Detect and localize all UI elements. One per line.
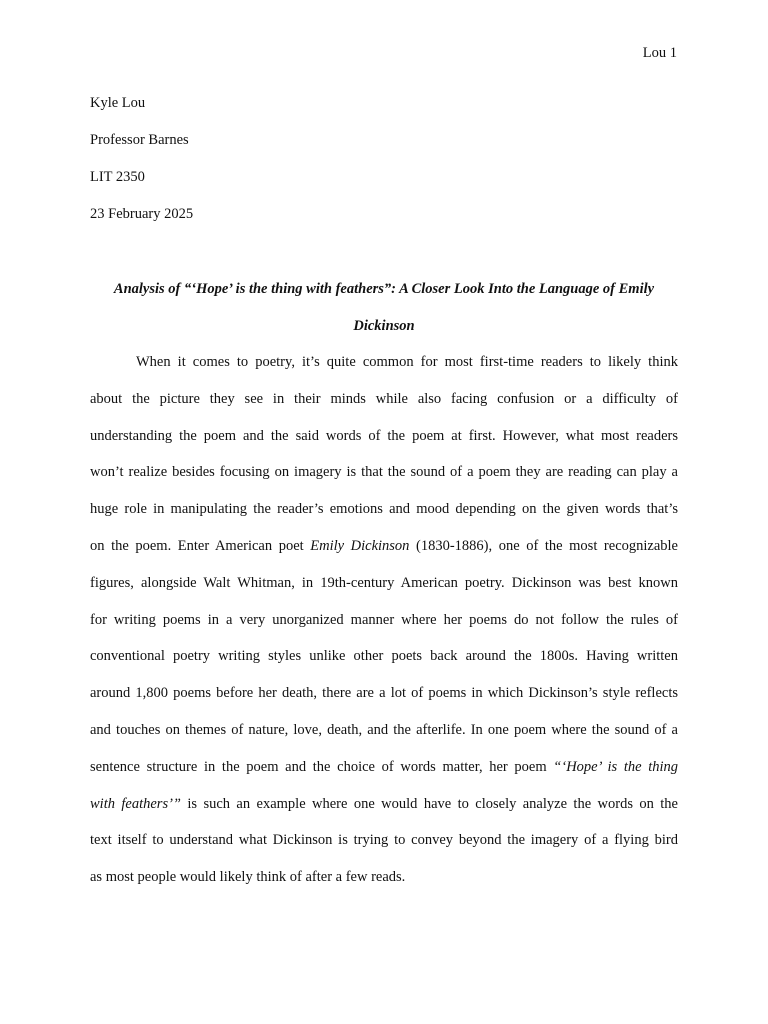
body-line (90, 528, 678, 565)
paper-title-line-1: Analysis of “‘Hope’ is the thing with feathers”: A Closer Look Into the Language of Emily (113, 281, 655, 297)
running-head-page-number: Lou 1 (642, 45, 677, 61)
body-line (90, 786, 678, 823)
instructor-name: Professor Barnes (90, 132, 189, 148)
poem-title-italic: with feathers’” (90, 795, 181, 812)
body-text-span: sentence structure in the poem and the choice of words matter, her poem (90, 758, 554, 775)
body-line: about the picture they see in their minds while also facing confusion or a difficulty of (90, 390, 678, 407)
course-code: LIT 2350 (90, 169, 145, 185)
body-line: won’t realize besides focusing on imagery is that the sound of a poem they are reading can play a (90, 464, 678, 481)
body-line (90, 749, 678, 786)
body-line: and touches on themes of nature, love, death, and the afterlife. In one poem where the sound of a (90, 721, 678, 738)
body-line: understanding the poem and the said words of the poem at first. However, what most readers (90, 427, 678, 444)
body-line: When it comes to poetry, it’s quite common for most first-time readers to likely think (136, 354, 678, 370)
body-line: around 1,800 poems before her death, there are a lot of poems in which Dickinson’s style reflects (90, 685, 678, 702)
body-text-span: is such an example where one would have to closely analyze the words on the (180, 795, 678, 812)
paper-title-line-2: Dickinson (353, 318, 415, 334)
body-text-span: on the poem. Enter American poet (90, 537, 311, 554)
body-paragraph (90, 344, 678, 896)
body-text-span: (1830-1886), one of the most recognizable (409, 537, 678, 554)
poet-name-italic: Emily Dickinson (310, 537, 410, 554)
body-line: huge role in manipulating the reader’s emotions and mood depending on the given words that’s (90, 501, 678, 518)
body-line: as most people would likely think of after a few reads. (90, 869, 406, 886)
author-name: Kyle Lou (90, 95, 146, 111)
paper-date: 23 February 2025 (90, 206, 194, 222)
body-line: figures, alongside Walt Whitman, in 19th-century American poetry. Dickinson was best known (90, 574, 678, 591)
body-line: text itself to understand what Dickinson is trying to convey beyond the imagery of a flying bird (90, 832, 678, 849)
poem-title-italic: “‘Hope’ is the thing (553, 758, 679, 775)
body-line: for writing poems in a very unorganized manner where her poems do not follow the rules of (90, 611, 678, 628)
mla-heading (90, 94, 690, 242)
paper-title (90, 271, 678, 345)
body-line: conventional poetry writing styles unlike other poets back around the 1800s. Having written (90, 648, 678, 665)
